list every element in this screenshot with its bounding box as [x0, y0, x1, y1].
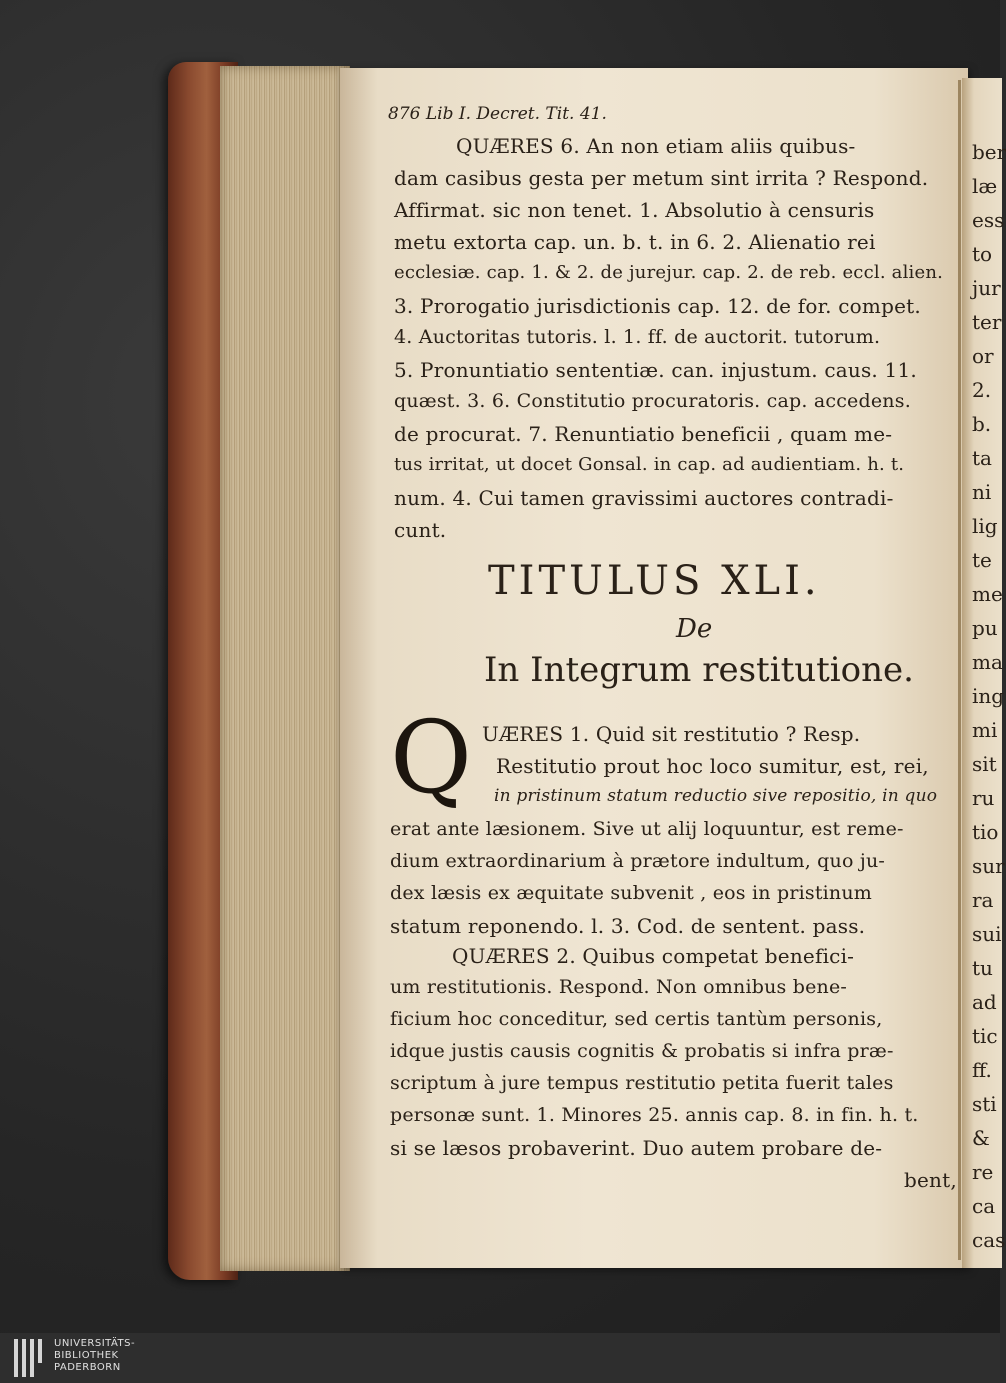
text-block-q1: [390, 722, 960, 942]
text-block-q2: [390, 944, 960, 1254]
fragment-line: ca: [972, 1194, 996, 1218]
fragment-line: mi: [972, 718, 998, 742]
section-title: TITULUS XLI.: [488, 558, 821, 604]
text-line: ecclesiæ. cap. 1. & 2. de jurejur. cap. 2. de reb. eccl. alien.: [394, 262, 944, 283]
logo-line: PADERBORN: [54, 1362, 121, 1373]
fragment-line: ad: [972, 990, 997, 1014]
fragment-line: 2.: [972, 378, 992, 402]
fragment-line: ing: [972, 684, 1005, 708]
section-title-de: De: [676, 614, 713, 644]
text-line: 3. Prorogatio jurisdictionis cap. 12. de for. compet.: [394, 294, 921, 318]
text-line: si se læsos probaverint. Duo autem probare de-: [390, 1136, 883, 1160]
fragment-line: ess: [972, 208, 1005, 232]
logo-line: UNIVERSITÄTS-: [54, 1338, 136, 1349]
logo-line: BIBLIOTHEK: [54, 1350, 119, 1361]
section-subtitle: In Integrum restitutione.: [484, 650, 914, 690]
fragment-line: sur: [972, 854, 1005, 878]
fragment-line: jur: [972, 276, 1001, 300]
fragment-line: te: [972, 548, 992, 572]
text-line: bent,: [904, 1168, 957, 1192]
fragment-line: sui: [972, 922, 1002, 946]
fragment-line: ra: [972, 888, 994, 912]
fragment-line: or: [972, 344, 994, 368]
library-logo-text: [54, 1338, 135, 1374]
text-line: QUÆRES 6. An non etiam aliis quibus-: [456, 134, 856, 158]
fragment-line: sit: [972, 752, 997, 776]
fragment-line: tic: [972, 1024, 998, 1048]
text-line: um restitutionis. Respond. Non omnibus bene-: [390, 976, 848, 998]
text-line: UÆRES 1. Quid sit restitutio ? Resp.: [482, 722, 861, 746]
text-line: num. 4. Cui tamen gravissimi auctores contradi-: [394, 486, 894, 510]
text-line: QUÆRES 2. Quibus competat benefici-: [452, 944, 855, 968]
text-line: dam casibus gesta per metum sint irrita ? Respond.: [394, 166, 929, 190]
text-line: cunt.: [394, 518, 447, 542]
fragment-line: me: [972, 582, 1003, 606]
fragment-line: ff.: [972, 1058, 992, 1082]
text-line: Affirmat. sic non tenet. 1. Absolutio à censuris: [394, 198, 875, 222]
library-logo-icon: [14, 1339, 48, 1377]
text-line: Restitutio prout hoc loco sumitur, est, rei,: [496, 754, 929, 778]
text-line: dium extraordinarium à prætore indultum, quo ju-: [390, 850, 886, 872]
fragment-line: &: [972, 1126, 990, 1150]
fragment-line: tio: [972, 820, 999, 844]
fragment-line: re: [972, 1160, 994, 1184]
fragment-line: lig: [972, 514, 998, 538]
running-header: 876 Lib I. Decret. Tit. 41.: [388, 104, 607, 124]
fragment-line: ber: [972, 140, 1006, 164]
fragment-line: ru: [972, 786, 995, 810]
fragment-line: pu: [972, 616, 998, 640]
text-line: ficium hoc conceditur, sed certis tantùm personis,: [390, 1008, 883, 1030]
text-line: 4. Auctoritas tutoris. l. 1. ff. de auctorit. tutorum.: [394, 326, 881, 348]
text-block-top: [394, 134, 960, 564]
fragment-line: læ: [972, 174, 998, 198]
text-line: de procurat. 7. Renuntiatio beneficii , quam me-: [394, 422, 893, 446]
fragment-line: tu: [972, 956, 993, 980]
text-line: metu extorta cap. un. b. t. in 6. 2. Alienatio rei: [394, 230, 876, 254]
text-line: in pristinum statum reductio sive repositio, in quo: [494, 786, 938, 806]
text-line: 5. Pronuntiatio sententiæ. can. injustum. caus. 11.: [394, 358, 917, 382]
text-line: statum reponendo. l. 3. Cod. de sentent. pass.: [390, 914, 866, 938]
text-line: tus irritat, ut docet Gonsal. in cap. ad audientiam. h. t.: [394, 454, 905, 475]
text-line: scriptum à jure tempus restitutio petita fuerit tales: [390, 1072, 894, 1094]
fragment-line: sti: [972, 1092, 997, 1116]
fragment-line: ta: [972, 446, 992, 470]
fragment-line: b.: [972, 412, 992, 436]
fragment-line: ma: [972, 650, 1003, 674]
fragment-line: cas: [972, 1228, 1006, 1252]
text-line: personæ sunt. 1. Minores 25. annis cap. 8. in fin. h. t.: [390, 1104, 919, 1126]
page-edges: [220, 66, 350, 1271]
text-line: quæst. 3. 6. Constitutio procuratoris. cap. accedens.: [394, 390, 911, 412]
footer-bar: [0, 1333, 1000, 1383]
text-line: idque justis causis cognitis & probatis si infra præ-: [390, 1040, 894, 1062]
fragment-line: ter: [972, 310, 1002, 334]
text-line: dex læsis ex æquitate subvenit , eos in pristinum: [390, 882, 873, 904]
text-line: erat ante læsionem. Sive ut alij loquuntur, est reme-: [390, 818, 904, 840]
fragment-line: ni: [972, 480, 992, 504]
fragment-line: to: [972, 242, 993, 266]
drop-cap: Q: [390, 699, 472, 816]
